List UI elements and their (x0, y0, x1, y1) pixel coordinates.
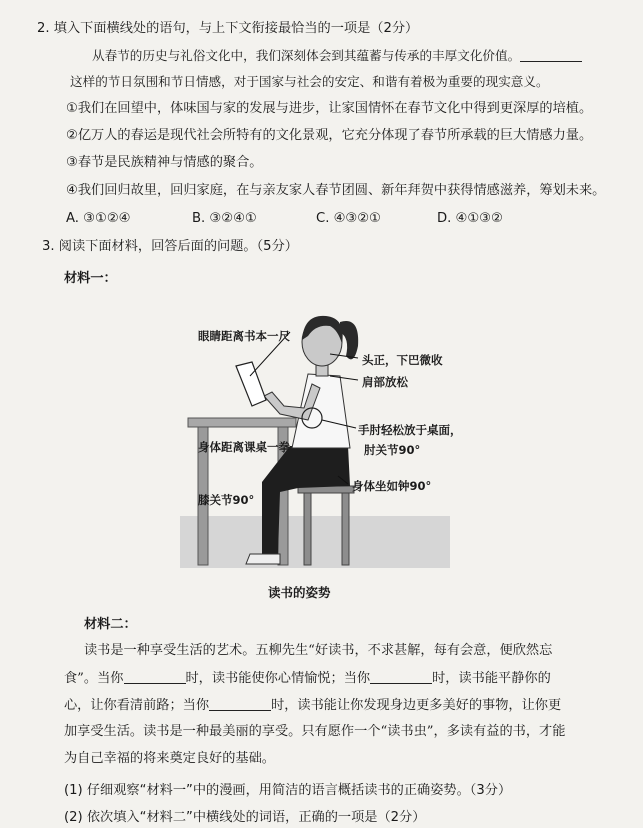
m2-text-2b: 时，读书能使你心情愉悦；当你 (185, 671, 371, 686)
m2-blank-3 (209, 696, 271, 711)
stool-leg-right (342, 493, 349, 565)
q2-option-b: B. ③②④① (192, 211, 257, 226)
q2-sentence-4: ④我们回归故里，回归家庭，在与亲友家人春节团圆、新年拜贺中获得情感滋养，筹划未来。 (66, 183, 606, 198)
q2-sentence-2: ②亿万人的春运是现代社会所特有的文化景观，它充分体现了春节所承载的巨大情感力量。 (66, 128, 593, 143)
material-1-title: 材料一： (64, 271, 117, 286)
q2-passage-line1 (92, 47, 582, 65)
label-sit-posture: 身体坐如钟90° (352, 479, 432, 493)
label-elbow-1: 手肘轻松放于桌面， (358, 423, 462, 437)
label-shoulder: 肩部放松 (362, 375, 408, 389)
q2-option-c: C. ④③②① (316, 211, 381, 226)
figure-caption: 读书的姿势 (268, 585, 331, 600)
material-2-line4: 加享受生活。读书是一种最美丽的享受。只有愿作一个“读书虫”，多读有益的书，才能 (64, 724, 566, 739)
m2-text-3a: 心，让你看清前路；当你 (64, 698, 210, 713)
m2-blank-2 (370, 669, 432, 684)
q2-sentence-1: ①我们在回望中，体味国与家的发展与进步，让家国情怀在春节文化中得到更深厚的培植。 (66, 101, 593, 116)
q2-option-d: D. ④①③② (437, 211, 503, 226)
m2-text-2c: 时，读书能平静你的 (432, 671, 551, 686)
q3-stem: 3. 阅读下面材料，回答后面的问题。（5分） (42, 239, 298, 254)
m2-text-2a: 食”。当你 (64, 671, 124, 686)
material-2-line2 (64, 669, 551, 688)
label-desk-distance: 身体距离课桌一拳 (198, 440, 290, 454)
q3-sub-question-1: (1) 仔细观察“材料一”中的漫画，用简洁的语言概括读书的正确姿势。（3分） (64, 783, 512, 798)
q2-option-a: A. ③①②④ (66, 211, 131, 226)
stool-leg-left (304, 493, 311, 565)
girl-shoes (246, 554, 280, 564)
label-head-position: 头正，下巴微收 (362, 353, 443, 367)
label-eye-distance: 眼睛距离书本一尺 (198, 329, 290, 343)
label-elbow-2: 肘关节90° (364, 443, 421, 457)
q3-sub-question-2: (2) 依次填入“材料二”中横线处的词语，正确的一项是（2分） (64, 810, 426, 825)
q2-passage-line2: 这样的节日氛围和节日情感，对于国家与社会的安定、和谐有着极为重要的现实意义。 (70, 74, 549, 89)
q2-sentence-3: ③春节是民族精神与情感的聚合。 (66, 155, 263, 170)
book (236, 362, 266, 406)
m2-text-3b: 时，读书能让你发现身边更多美好的事物，让你更 (271, 698, 562, 713)
q2-passage-text1: 从春节的历史与礼俗文化中，我们深刻体会到其蕴蓄与传承的丰厚文化价值。 (92, 48, 521, 63)
girl-ponytail (340, 321, 358, 359)
desk-top (188, 418, 296, 427)
floor-background (180, 516, 450, 568)
label-knee: 膝关节90° (198, 493, 255, 507)
material-2-line3 (64, 696, 561, 715)
material-2-line1: 读书是一种享受生活的艺术。五柳先生“好读书，不求甚解，每有会意，便欣然忘 (84, 643, 553, 658)
m2-blank-1 (124, 669, 186, 684)
material-2-line5: 为自己幸福的将来奠定良好的基础。 (64, 751, 275, 766)
reading-posture-illustration (180, 296, 462, 576)
q2-stem: 2. 填入下面横线处的语句，与上下文衔接最恰当的一项是（2分） (37, 21, 419, 36)
q2-answer-blank (520, 47, 582, 62)
material-2-title: 材料二： (84, 617, 137, 632)
